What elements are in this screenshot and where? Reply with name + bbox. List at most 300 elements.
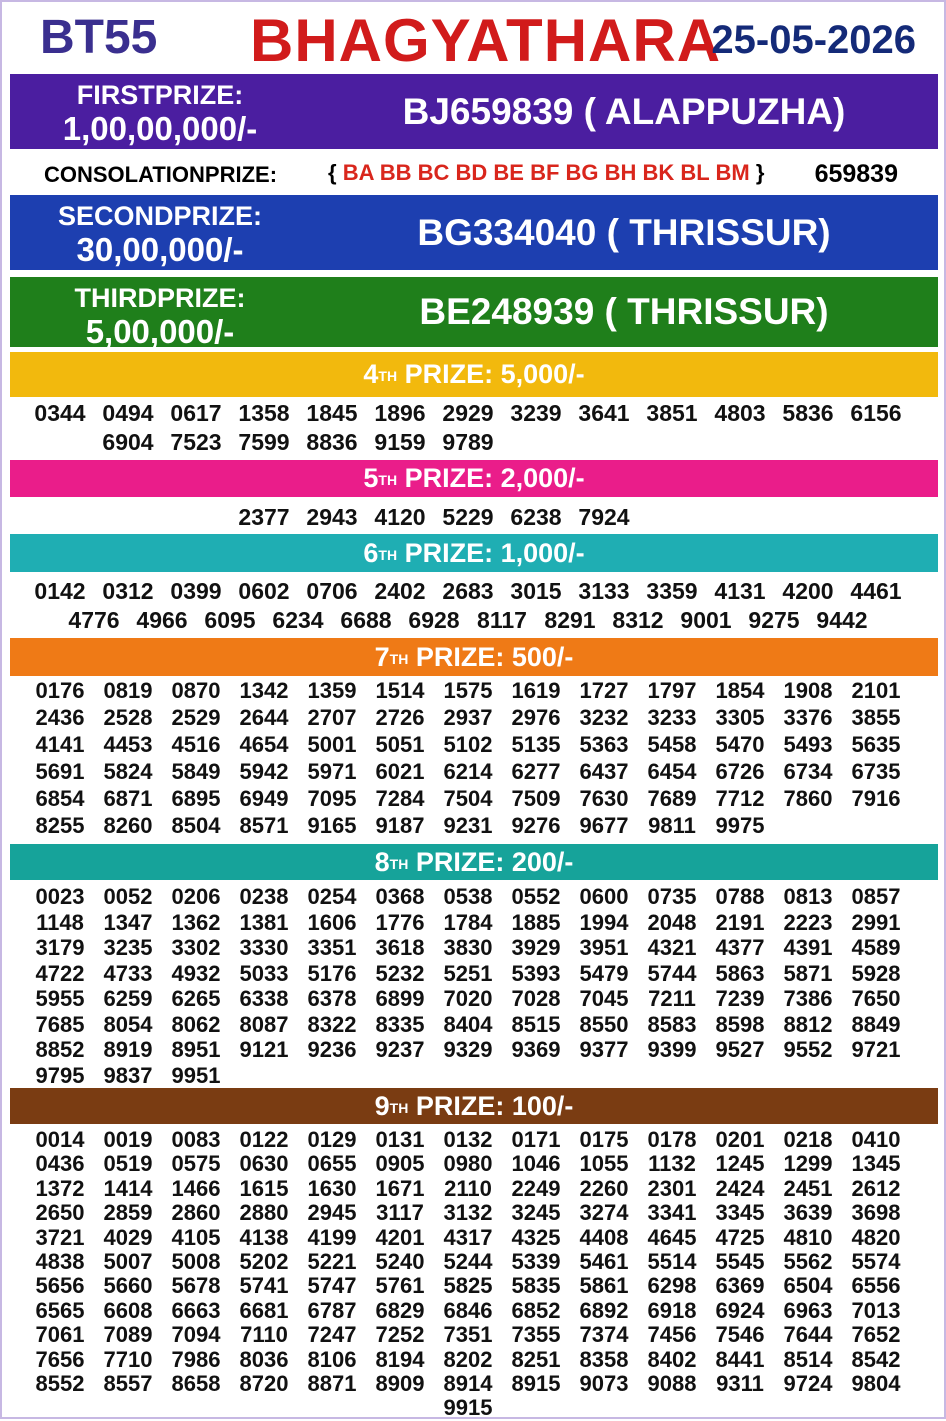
winning-number: 2707 [307, 705, 357, 730]
winning-number: 1727 [579, 678, 629, 703]
winning-number: 5574 [851, 1249, 901, 1274]
winning-number: 4138 [239, 1224, 289, 1250]
winning-number: 7239 [715, 986, 765, 1011]
winning-number: 9275 [748, 607, 800, 633]
winning-number: 6846 [443, 1297, 493, 1323]
winning-number: 0175 [579, 1127, 629, 1152]
third-prize-ticket: BE248939 ( THRISSUR) [419, 291, 829, 332]
winning-number: 3855 [851, 705, 901, 730]
winning-number: 9121 [239, 1037, 289, 1062]
winning-number: 9527 [715, 1037, 765, 1062]
winning-number: 4029 [103, 1224, 153, 1250]
winning-number: 6556 [851, 1273, 901, 1299]
consolation-prize-label: CONSOLATIONPRIZE: [44, 162, 278, 187]
winning-number: 1359 [307, 678, 357, 703]
winning-number: 1245 [715, 1151, 765, 1177]
prize-ordinal: 5 [363, 463, 379, 493]
winning-number: 1619 [511, 678, 561, 703]
winning-number: 4838 [35, 1249, 85, 1274]
winning-number: 5470 [715, 732, 765, 757]
winning-number: 9165 [307, 813, 357, 838]
winning-number: 3351 [307, 935, 357, 960]
winning-number: 7456 [647, 1322, 697, 1348]
winning-number: 0218 [783, 1127, 833, 1152]
winning-number: 0552 [511, 884, 561, 909]
winning-number: 7523 [170, 429, 222, 455]
winning-number: 2249 [511, 1175, 561, 1201]
winning-number: 0870 [171, 678, 221, 703]
winning-number: 0600 [579, 884, 629, 909]
winning-number: 1132 [648, 1151, 696, 1177]
draw-code: BT55 [40, 11, 158, 64]
winning-number: 0206 [171, 884, 221, 909]
prize-7-header [10, 638, 938, 676]
winning-number: 6565 [35, 1297, 85, 1323]
winning-number: 2860 [171, 1200, 221, 1226]
winning-number: 3330 [239, 935, 289, 960]
winning-number: 9951 [171, 1062, 221, 1088]
winning-number: 6735 [851, 759, 901, 784]
winning-number: 5955 [35, 986, 85, 1011]
winning-number: 6095 [204, 607, 256, 633]
prize-ordinal-suffix: TH [389, 651, 409, 667]
winning-number: 5656 [35, 1273, 85, 1299]
winning-number: 4317 [443, 1224, 493, 1250]
winning-number: 4722 [35, 960, 85, 986]
winning-number: 6787 [307, 1297, 357, 1323]
winning-number: 4120 [374, 504, 426, 530]
winning-number: 7095 [307, 786, 357, 811]
winning-number: 7685 [35, 1011, 85, 1037]
winning-number: 8720 [239, 1371, 289, 1396]
winning-number: 8106 [307, 1346, 357, 1372]
winning-number: 9789 [442, 429, 494, 455]
winning-number: 4733 [103, 960, 153, 986]
prize-ordinal: 8 [374, 847, 390, 877]
winning-number: 2110 [444, 1175, 492, 1201]
winning-number: 3641 [578, 400, 630, 426]
winning-number: 6895 [171, 786, 221, 811]
winning-number: 0019 [103, 1127, 153, 1152]
prize-amount-label: PRIZE: 1,000/- [397, 538, 585, 568]
winning-number: 0254 [307, 884, 357, 909]
winning-number: 1885 [511, 909, 561, 935]
winning-number: 9721 [851, 1037, 901, 1062]
winning-number: 5176 [307, 960, 357, 986]
winning-number: 3359 [646, 578, 698, 604]
winning-number: 0436 [35, 1151, 85, 1177]
winning-number: 0399 [170, 578, 222, 604]
winning-number: 4325 [511, 1224, 561, 1250]
winning-number: 2859 [103, 1200, 153, 1226]
winning-number: 1896 [374, 400, 426, 426]
first-prize-amount: 1,00,00,000/- [62, 110, 258, 147]
winning-number: 1575 [443, 678, 493, 703]
winning-number: 7386 [783, 986, 833, 1011]
winning-number: 2683 [442, 578, 494, 604]
winning-number: 8909 [375, 1371, 425, 1396]
winning-number: 7644 [783, 1322, 833, 1348]
winning-number: 0602 [238, 578, 290, 604]
winning-number: 7656 [35, 1346, 85, 1372]
winning-number: 8504 [171, 813, 221, 838]
winning-number: 9237 [375, 1037, 425, 1062]
third-prize-band [10, 277, 938, 350]
winning-number: 5942 [239, 759, 289, 784]
winning-number: 4453 [103, 732, 153, 757]
winning-number: 4810 [783, 1224, 833, 1250]
winning-number: 1381 [239, 909, 289, 935]
winning-number: 3698 [851, 1200, 901, 1226]
winning-number: 0171 [511, 1127, 561, 1152]
winning-number: 4408 [579, 1224, 629, 1250]
winning-number: 9231 [443, 813, 493, 838]
winning-number: 7650 [851, 986, 901, 1011]
winning-number: 8542 [851, 1346, 901, 1372]
first-prize-label [10, 74, 310, 145]
winning-number: 1994 [579, 909, 629, 935]
winning-number: 2650 [35, 1200, 85, 1226]
consolation-series [328, 160, 764, 186]
winning-number: 8117 [477, 607, 527, 633]
winning-number: 4200 [782, 578, 834, 604]
winning-number: 7689 [647, 786, 697, 811]
winning-number: 3232 [579, 705, 629, 730]
winning-number: 6156 [850, 400, 902, 426]
winning-number: 0575 [171, 1151, 221, 1177]
winning-number: 4820 [851, 1224, 901, 1250]
winning-number: 8552 [35, 1371, 85, 1396]
winning-number: 0052 [103, 884, 153, 909]
winning-number: 8255 [35, 813, 85, 838]
winning-number: 5863 [715, 960, 765, 986]
prize-amount-label: PRIZE: 200/- [408, 847, 574, 877]
winning-number: 9001 [680, 607, 732, 633]
winning-number: 7089 [103, 1322, 153, 1348]
winning-number: 8515 [511, 1011, 561, 1037]
winning-number: 4201 [375, 1224, 425, 1250]
prize-ordinal-suffix: TH [378, 547, 398, 563]
winning-number: 5849 [171, 759, 221, 784]
winning-number: 7504 [443, 786, 493, 811]
winning-number: 0083 [171, 1127, 221, 1152]
winning-number: 0519 [103, 1151, 153, 1177]
winning-number: 1784 [443, 909, 493, 935]
winning-number: 3305 [715, 705, 765, 730]
winning-number: 7860 [783, 786, 833, 811]
winning-number: 5928 [851, 960, 901, 986]
winning-number: 6021 [375, 759, 425, 784]
winning-number: 3341 [647, 1200, 697, 1226]
prize-amount-label: PRIZE: 500/- [408, 642, 574, 672]
winning-number: 9187 [375, 813, 425, 838]
winning-number: 8404 [443, 1011, 493, 1037]
winning-number: 1466 [171, 1175, 221, 1201]
winning-number: 4377 [715, 935, 765, 960]
winning-number: 0238 [239, 884, 289, 909]
winning-number: 7013 [851, 1297, 901, 1323]
winning-number: 0129 [307, 1127, 357, 1152]
winning-number: 0857 [851, 884, 901, 909]
prize-amount-label: PRIZE: 2,000/- [397, 463, 585, 493]
winning-number: 7252 [375, 1322, 425, 1348]
series-brace-open: { [328, 160, 337, 185]
winning-number: 8251 [511, 1346, 561, 1372]
winning-number: 6963 [783, 1297, 833, 1323]
winning-number: 7986 [171, 1346, 221, 1372]
winning-number: 4141 [35, 732, 85, 757]
winning-number: 8402 [647, 1346, 697, 1372]
winning-number: 7374 [579, 1322, 629, 1348]
prize-8-header [10, 844, 938, 880]
winning-number: 7061 [35, 1322, 85, 1348]
winning-number: 6437 [579, 759, 629, 784]
winning-number: 5244 [443, 1249, 493, 1274]
winning-number: 3117 [376, 1200, 424, 1226]
winning-number: 2301 [647, 1175, 697, 1201]
winning-number: 6298 [647, 1273, 697, 1299]
winning-number: 6904 [102, 429, 154, 455]
winning-number: 4199 [307, 1224, 357, 1250]
prize-ordinal: 9 [374, 1091, 390, 1121]
winning-number: 5741 [239, 1273, 289, 1299]
winning-number: 5871 [783, 960, 833, 986]
winning-number: 2528 [103, 705, 153, 730]
winning-number: 5339 [511, 1249, 561, 1274]
winning-number: 8291 [544, 607, 596, 633]
winning-number: 8194 [375, 1346, 425, 1372]
winning-number: 9159 [374, 429, 426, 455]
series-list: BA BB BC BD BE BF BG BH BK BL BM [342, 160, 750, 185]
winning-number: 7351 [443, 1322, 493, 1348]
third-prize-amount: 5,00,000/- [85, 313, 235, 350]
winning-number: 5479 [579, 960, 629, 986]
winning-number: 0706 [306, 578, 358, 604]
winning-number: 6734 [783, 759, 833, 784]
winning-number: 7355 [511, 1322, 561, 1348]
winning-number: 1358 [238, 400, 290, 426]
winning-number: 2223 [783, 909, 833, 935]
winning-number: 3245 [511, 1200, 561, 1226]
winning-number: 9276 [511, 813, 561, 838]
winning-number: 5221 [307, 1249, 357, 1274]
second-prize-label [10, 195, 310, 266]
winning-number: 2880 [239, 1200, 289, 1226]
winning-number: 5635 [851, 732, 901, 757]
winning-number: 5461 [579, 1249, 629, 1274]
winning-number: 4461 [850, 578, 902, 604]
winning-number: 5232 [375, 960, 425, 986]
winning-number: 9677 [579, 813, 629, 838]
winning-number: 2402 [374, 578, 426, 604]
winning-number: 7211 [648, 986, 696, 1011]
consolation-prize-row [10, 152, 938, 192]
prize-ordinal: 4 [363, 359, 379, 389]
winning-number: 2048 [647, 909, 697, 935]
winning-number: 5102 [443, 732, 493, 757]
winning-number: 0980 [443, 1151, 493, 1177]
winning-number: 1797 [647, 678, 697, 703]
winning-number: 1046 [511, 1151, 561, 1177]
winning-number: 7924 [578, 504, 630, 530]
winning-number: 6918 [647, 1297, 697, 1323]
winning-number: 5660 [103, 1273, 153, 1299]
winning-number: 8087 [239, 1011, 289, 1037]
prize-ordinal-suffix: TH [389, 856, 409, 872]
winning-number: 7028 [511, 986, 561, 1011]
winning-number: 5562 [783, 1249, 833, 1274]
prize-amount-label: PRIZE: 5,000/- [397, 359, 585, 389]
winning-number: 8571 [239, 813, 289, 838]
winning-number: 6238 [510, 504, 562, 530]
winning-number: 2991 [851, 909, 901, 935]
winning-number: 8322 [307, 1011, 357, 1037]
winning-number: 0819 [103, 678, 153, 703]
winning-number: 5229 [442, 504, 494, 530]
winning-number: 0410 [851, 1127, 901, 1152]
winning-number: 2644 [239, 705, 289, 730]
draw-date: 25-05-2026 [711, 18, 916, 62]
winning-number: 7020 [443, 986, 493, 1011]
winning-number: 3376 [783, 705, 833, 730]
winning-number: 7509 [511, 786, 561, 811]
winning-number: 3179 [35, 935, 85, 960]
winning-number: 5007 [103, 1249, 153, 1274]
winning-number: 2929 [442, 400, 494, 426]
winning-number: 3830 [443, 935, 493, 960]
winning-number: 5836 [782, 400, 834, 426]
winning-number: 1362 [171, 909, 221, 935]
winning-number: 6924 [715, 1297, 765, 1323]
winning-number: 9811 [648, 813, 696, 838]
winning-number: 8919 [103, 1037, 153, 1062]
winning-number: 1854 [715, 678, 765, 703]
winning-number: 4321 [647, 935, 697, 960]
second-prize-title: SECONDPRIZE: [57, 201, 263, 231]
winning-number: 7546 [715, 1322, 765, 1348]
winning-number: 2451 [783, 1175, 833, 1201]
winning-number: 9329 [443, 1037, 493, 1062]
winning-number: 6378 [307, 986, 357, 1011]
winning-number: 1299 [783, 1151, 833, 1177]
winning-number: 2612 [851, 1175, 901, 1201]
winning-number: 2976 [511, 705, 561, 730]
winning-number: 3951 [579, 935, 629, 960]
winning-number: 5393 [511, 960, 561, 986]
winning-number: 0132 [443, 1127, 493, 1152]
winning-number: 6726 [715, 759, 765, 784]
winning-number: 1148 [36, 909, 84, 935]
winning-number: 4589 [851, 935, 901, 960]
winning-number: 3133 [578, 578, 630, 604]
winning-number: 0368 [375, 884, 425, 909]
winning-number: 9311 [716, 1371, 764, 1396]
winning-number: 7630 [579, 786, 629, 811]
winning-number: 6829 [375, 1297, 425, 1323]
winning-number: 3302 [171, 935, 221, 960]
winning-number: 6277 [511, 759, 561, 784]
winning-number: 7599 [238, 429, 290, 455]
winning-number: 7247 [307, 1322, 357, 1348]
winning-number: 4966 [136, 607, 188, 633]
winning-number: 4516 [171, 732, 221, 757]
winning-number: 8914 [443, 1371, 493, 1396]
winning-number: 0344 [34, 400, 86, 426]
winning-number: 6928 [408, 607, 460, 633]
winning-number: 8062 [171, 1011, 221, 1037]
winning-number: 9975 [715, 813, 765, 838]
winning-number: 8441 [715, 1346, 765, 1372]
winning-number: 5001 [307, 732, 357, 757]
winning-number: 8915 [511, 1371, 561, 1396]
winning-number: 4776 [68, 607, 120, 633]
winning-number: 5363 [579, 732, 629, 757]
winning-number: 3345 [715, 1200, 765, 1226]
winning-number: 7094 [171, 1322, 221, 1348]
winning-number: 0630 [239, 1151, 289, 1177]
winning-number: 9804 [851, 1371, 901, 1396]
winning-number: 8849 [851, 1011, 901, 1037]
winning-number: 0014 [35, 1127, 85, 1152]
winning-number: 5825 [443, 1273, 493, 1299]
winning-number: 5251 [443, 960, 493, 986]
winning-number: 0176 [35, 678, 85, 703]
first-prize-band [10, 74, 938, 149]
prize-6-header [10, 534, 938, 572]
winning-number: 1615 [239, 1175, 289, 1201]
first-prize-title: FIRSTPRIZE: [76, 80, 244, 110]
winning-number: 6949 [239, 786, 289, 811]
winning-number: 0131 [375, 1127, 425, 1152]
winning-number: 9442 [816, 607, 868, 633]
winning-number: 0617 [170, 400, 222, 426]
winning-number: 3239 [510, 400, 562, 426]
winning-number: 0178 [647, 1127, 697, 1152]
third-prize-title: THIRDPRIZE: [74, 283, 246, 313]
winning-number: 6369 [715, 1273, 765, 1299]
winning-number: 3235 [103, 935, 153, 960]
winning-number: 3132 [443, 1200, 493, 1226]
winning-number: 8557 [103, 1371, 153, 1396]
winning-number: 6608 [103, 1297, 153, 1323]
first-prize-ticket: BJ659839 ( ALAPPUZHA) [402, 90, 846, 132]
winning-number: 6265 [171, 986, 221, 1011]
winning-number: 2377 [238, 504, 290, 530]
prize-ordinal: 6 [363, 538, 379, 568]
winning-number: 5240 [375, 1249, 425, 1274]
winning-number: 8598 [715, 1011, 765, 1037]
winning-number: 6688 [340, 607, 392, 633]
winning-number: 0201 [715, 1127, 765, 1152]
winning-number: 5835 [511, 1273, 561, 1299]
winning-number: 8054 [103, 1011, 153, 1037]
winning-number: 4725 [715, 1224, 765, 1250]
winning-number: 1347 [103, 909, 153, 935]
winning-number: 9552 [783, 1037, 833, 1062]
winning-number: 9073 [579, 1371, 629, 1396]
winning-number: 8202 [443, 1346, 493, 1372]
winning-number: 5033 [239, 960, 289, 986]
winning-number: 1908 [783, 678, 833, 703]
winning-number: 0538 [443, 884, 493, 909]
winning-number: 7712 [715, 786, 765, 811]
second-prize-ticket: BG334040 ( THRISSUR) [417, 211, 831, 253]
winning-number: 6259 [103, 986, 153, 1011]
second-prize-band [10, 195, 938, 270]
winning-number: 4131 [714, 578, 766, 604]
winning-number: 3639 [783, 1200, 833, 1226]
winning-number: 5747 [307, 1273, 357, 1299]
